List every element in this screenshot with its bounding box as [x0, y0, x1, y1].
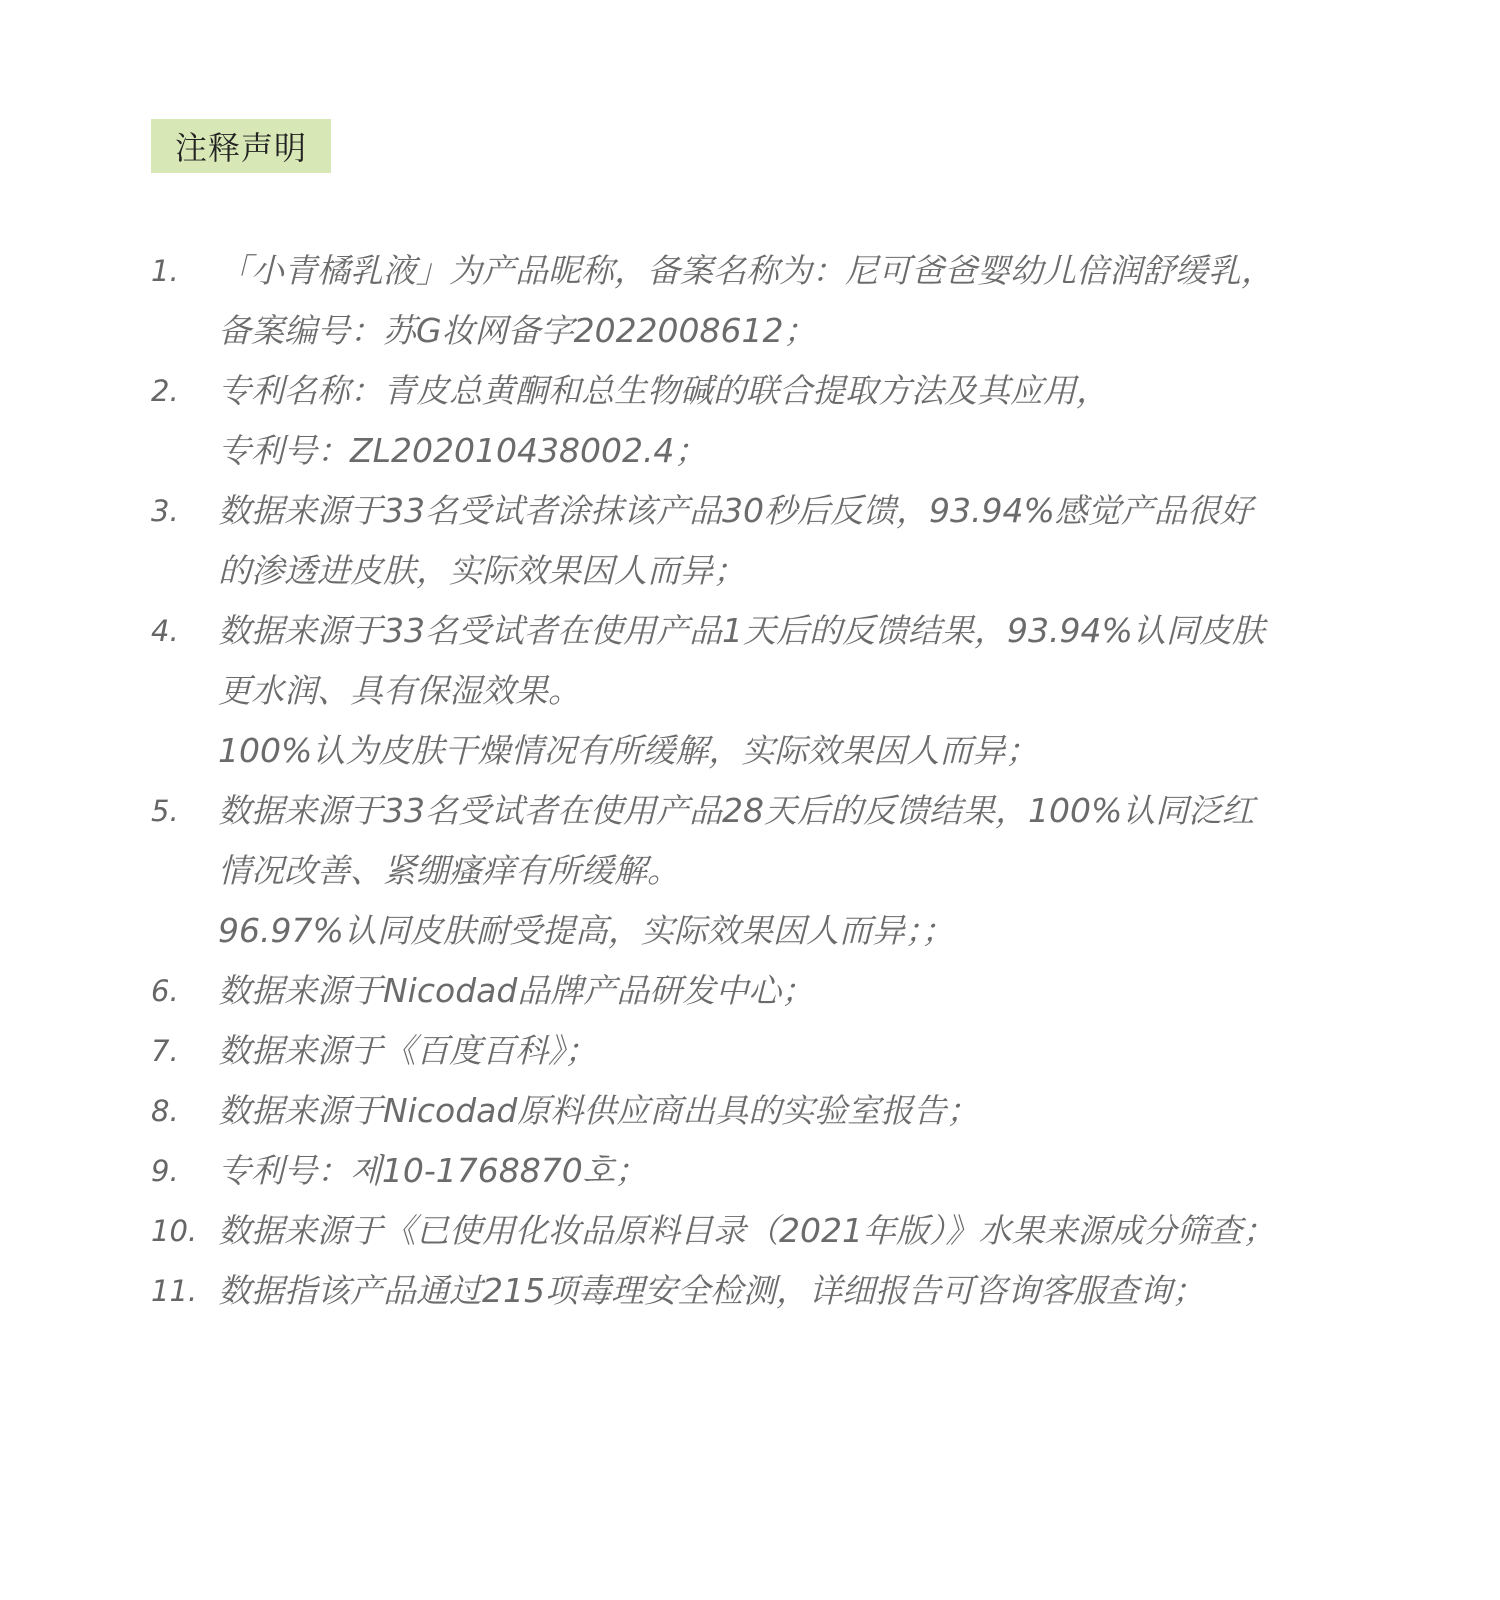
- footnote-item: [151, 1081, 1391, 1141]
- footnote-number: 9.: [151, 1154, 179, 1188]
- footnote-text: [218, 1081, 1391, 1141]
- footnote-text: [218, 601, 1391, 781]
- footnote-number: 2.: [151, 374, 179, 408]
- footnote-line: 数据来源于33名受试者涂抹该产品30秒后反馈，93.94%感觉产品很好: [218, 491, 1253, 530]
- footnote-text: [218, 241, 1391, 361]
- footnote-item: [151, 1141, 1391, 1201]
- footnote-item: [151, 601, 1391, 781]
- footnote-line: 的渗透进皮肤，实际效果因人而异；: [218, 551, 746, 590]
- footnote-item: [151, 781, 1391, 961]
- footnote-text: [218, 1021, 1391, 1081]
- footnote-line: 数据指该产品通过215项毒理安全检测，详细报告可咨询客服查询；: [218, 1271, 1205, 1310]
- footnote-item: [151, 481, 1391, 601]
- footnote-line: 「小青橘乳液」为产品昵称，备案名称为：尼可爸爸婴幼儿倍润舒缓乳，: [218, 251, 1274, 290]
- footnote-item: [151, 361, 1391, 481]
- footnote-line: 100%认为皮肤干燥情况有所缓解，实际效果因人而异；: [218, 731, 1039, 770]
- footnote-text: [218, 1141, 1391, 1201]
- footnote-line: 数据来源于33名受试者在使用产品28天后的反馈结果，100%认同泛红: [218, 791, 1255, 830]
- footnote-line: 数据来源于Nicodad品牌产品研发中心；: [218, 971, 815, 1010]
- footnote-number: 7.: [151, 1034, 179, 1068]
- footnote-text: [218, 781, 1391, 961]
- footnote-text: [218, 1261, 1391, 1321]
- footnote-number: 6.: [151, 974, 179, 1008]
- footnote-text: [218, 361, 1391, 481]
- footnote-line: 更水润、具有保湿效果。: [218, 671, 581, 710]
- section-heading-badge: [151, 119, 331, 173]
- footnote-line: 数据来源于《已使用化妆品原料目录（2021年版）》水果来源成分筛查；: [218, 1211, 1276, 1250]
- footnote-number: 8.: [151, 1094, 179, 1128]
- footnote-number: 3.: [151, 494, 179, 528]
- footnote-line: 数据来源于《百度百科》；: [218, 1031, 598, 1070]
- footnote-text: [218, 961, 1391, 1021]
- footnote-item: [151, 1021, 1391, 1081]
- footnote-line: 数据来源于33名受试者在使用产品1天后的反馈结果，93.94%认同皮肤: [218, 611, 1265, 650]
- footnote-item: [151, 241, 1391, 361]
- footnote-number: 1.: [151, 254, 179, 288]
- footnote-item: [151, 1201, 1391, 1261]
- footnote-item: [151, 961, 1391, 1021]
- footnote-line: 数据来源于Nicodad原料供应商出具的实验室报告；: [218, 1091, 980, 1130]
- footnote-list: [151, 241, 1391, 1321]
- footnote-line: 情况改善、紧绷瘙痒有所缓解。: [218, 851, 680, 890]
- footnote-line: 96.97%认同皮肤耐受提高，实际效果因人而异；；: [218, 911, 955, 950]
- footnote-line: 专利名称：青皮总黄酮和总生物碱的联合提取方法及其应用，: [218, 371, 1109, 410]
- footnote-line: 专利号：제10-1768870호；: [218, 1151, 648, 1190]
- footnote-line: 专利号：ZL202010438002.4；: [218, 431, 708, 470]
- footnote-number: 5.: [151, 794, 179, 828]
- footnote-number: 10.: [151, 1214, 198, 1248]
- footnote-number: 4.: [151, 614, 179, 648]
- footnote-text: [218, 1201, 1391, 1261]
- footnote-line: 备案编号：苏G妆网备字2022008612；: [218, 311, 817, 350]
- footnote-number: 11.: [151, 1274, 198, 1308]
- footnote-text: [218, 481, 1391, 601]
- section-heading: 注释声明: [174, 129, 307, 167]
- footnote-item: [151, 1261, 1391, 1321]
